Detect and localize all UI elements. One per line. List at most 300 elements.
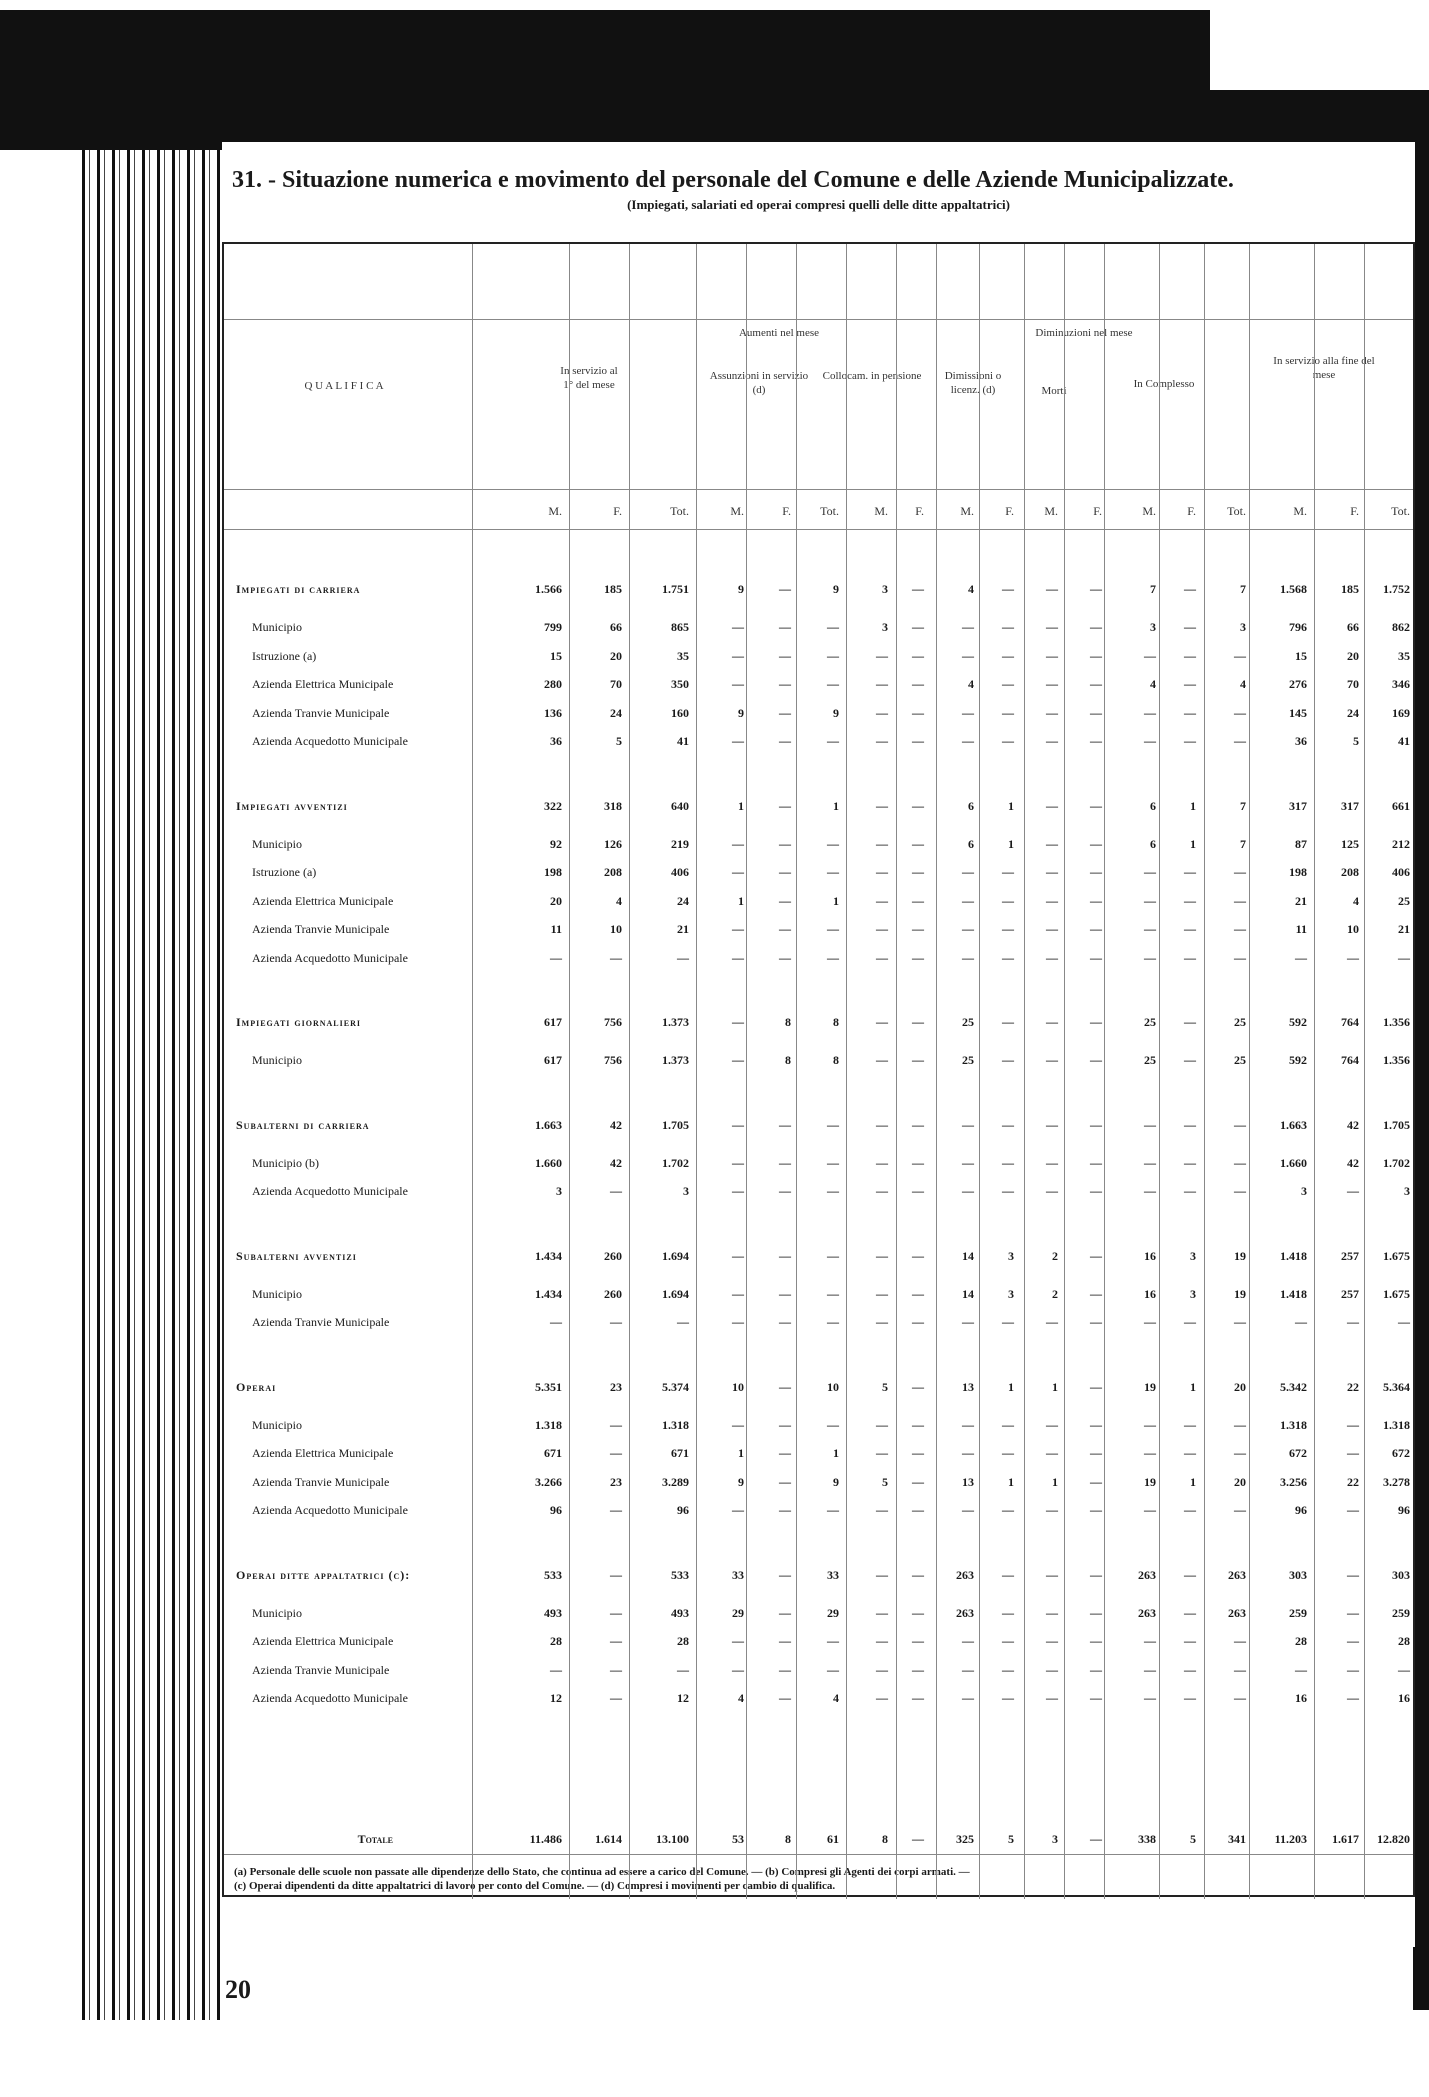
table-cell: — xyxy=(876,922,888,936)
table-row-group xyxy=(224,1110,1413,1140)
table-cell: 1.751 xyxy=(662,582,689,596)
subheader-10: M. xyxy=(1044,504,1058,518)
table-cell: 260 xyxy=(604,1286,622,1301)
table-row xyxy=(224,1176,1413,1206)
table-cell: — xyxy=(1184,1634,1196,1648)
table-cell: 19 xyxy=(1144,1379,1156,1394)
table-cell: — xyxy=(1046,648,1058,663)
table-cell: 5 xyxy=(882,1474,888,1489)
table-cell: — xyxy=(912,1662,924,1677)
header-collocam: Collocam. in pensione xyxy=(822,370,922,382)
table-cell: 5 xyxy=(882,1379,888,1394)
table-cell: 1.568 xyxy=(1280,582,1307,596)
table-cell: 21 xyxy=(1295,893,1307,908)
table-cell: — xyxy=(827,865,839,879)
table-cell: 7 xyxy=(1240,582,1246,596)
table-row xyxy=(224,829,1413,859)
table-cell: — xyxy=(1046,1315,1058,1329)
table-cell: — xyxy=(912,893,924,908)
row-label: Operai ditte appaltatrici (c): xyxy=(236,1567,411,1582)
table-cell: 20 xyxy=(1234,1379,1246,1394)
table-cell: — xyxy=(1184,1053,1196,1067)
table-cell: 7 xyxy=(1150,582,1156,596)
footnote-1: (a) Personale delle scuole non passate alle dipendenze dello Stato, che continua ad essere a carico del Comune. — (b) Compresi gli Agenti dei corpi armati. — xyxy=(234,1866,970,1878)
row-label: Municipio xyxy=(252,1605,302,1620)
table-cell: — xyxy=(1295,1315,1307,1329)
table-cell: — xyxy=(779,1474,791,1489)
total-cell: 11.203 xyxy=(1274,1832,1307,1846)
table-cell: — xyxy=(779,1662,791,1677)
table-cell: — xyxy=(1046,1605,1058,1620)
table-cell: 23 xyxy=(610,1474,622,1489)
table-cell: 6 xyxy=(968,836,974,851)
table-cell: 219 xyxy=(671,836,689,851)
table-cell: — xyxy=(1002,1117,1014,1132)
table-cell: — xyxy=(1046,1503,1058,1517)
total-cell: 53 xyxy=(732,1832,744,1846)
table-cell: — xyxy=(827,922,839,936)
table-cell: — xyxy=(732,1155,744,1170)
table-cell: 2 xyxy=(1052,1286,1058,1301)
table-cell: — xyxy=(876,1315,888,1329)
table-cell: — xyxy=(732,1015,744,1029)
row-label: Municipio xyxy=(252,1286,302,1301)
table-cell: — xyxy=(1234,1184,1246,1198)
table-cell: 5.342 xyxy=(1280,1379,1307,1394)
table-cell: — xyxy=(732,1117,744,1132)
column-rule xyxy=(896,244,897,1899)
table-cell: — xyxy=(1002,1605,1014,1620)
table-cell: — xyxy=(1002,1015,1014,1029)
table-cell: 25 xyxy=(1234,1015,1246,1029)
table-cell: — xyxy=(962,648,974,663)
table-cell: — xyxy=(1002,1567,1014,1582)
table-cell: — xyxy=(912,648,924,663)
table-row xyxy=(224,1279,1413,1309)
table-cell: — xyxy=(779,836,791,851)
table-cell: — xyxy=(779,893,791,908)
table-cell: 14 xyxy=(962,1248,974,1263)
table-cell: 125 xyxy=(1341,836,1359,851)
table-cell: — xyxy=(1046,1117,1058,1132)
table-cell: 796 xyxy=(1289,620,1307,634)
table-cell: — xyxy=(1046,1417,1058,1432)
table-cell: — xyxy=(779,677,791,691)
table-cell: 25 xyxy=(1234,1053,1246,1067)
table-cell: 280 xyxy=(544,677,562,691)
table-cell: — xyxy=(1046,1634,1058,1648)
table-row xyxy=(224,1626,1413,1656)
table-cell: 208 xyxy=(1341,865,1359,879)
table-cell: 4 xyxy=(833,1691,839,1705)
table-cell: 41 xyxy=(1398,734,1410,748)
table-cell: 208 xyxy=(604,865,622,879)
row-rule xyxy=(224,489,1413,490)
table-cell: — xyxy=(677,950,689,965)
table-cell: — xyxy=(610,1417,622,1432)
table-cell: — xyxy=(779,1286,791,1301)
table-cell: 1.702 xyxy=(662,1155,689,1170)
column-rule xyxy=(629,244,630,1899)
table-cell: — xyxy=(912,705,924,720)
table-cell: — xyxy=(1184,1691,1196,1705)
table-cell: — xyxy=(1090,1446,1102,1460)
table-cell: — xyxy=(1144,922,1156,936)
table-cell: — xyxy=(1144,705,1156,720)
table-cell: 1 xyxy=(1190,1474,1196,1489)
table-cell: — xyxy=(779,1634,791,1648)
table-cell: — xyxy=(1090,1315,1102,1329)
table-cell: 8 xyxy=(833,1015,839,1029)
table-cell: — xyxy=(876,1417,888,1432)
table-cell: 9 xyxy=(738,705,744,720)
table-cell: 1.675 xyxy=(1383,1248,1410,1263)
table-cell: 96 xyxy=(1295,1503,1307,1517)
table-row xyxy=(224,1410,1413,1440)
table-cell: 672 xyxy=(1289,1446,1307,1460)
table-cell: 1.318 xyxy=(535,1417,562,1432)
table-cell: 24 xyxy=(610,705,622,720)
table-cell: — xyxy=(876,1184,888,1198)
row-label: Impiegati di carriera xyxy=(236,582,361,596)
total-cell: 61 xyxy=(827,1832,839,1846)
table-cell: 70 xyxy=(1347,677,1359,691)
table-cell: — xyxy=(912,1015,924,1029)
table-cell: 672 xyxy=(1392,1446,1410,1460)
table-cell: 3 xyxy=(1240,620,1246,634)
table-cell: — xyxy=(1234,1155,1246,1170)
table-cell: 1 xyxy=(1190,798,1196,813)
table-cell: — xyxy=(677,1662,689,1677)
table-cell: 145 xyxy=(1289,705,1307,720)
table-cell: — xyxy=(827,1417,839,1432)
table-cell: — xyxy=(1144,1155,1156,1170)
table-cell: — xyxy=(1184,1184,1196,1198)
table-row xyxy=(224,1467,1413,1497)
table-cell: 1.705 xyxy=(1383,1117,1410,1132)
table-cell: — xyxy=(1090,836,1102,851)
document-page xyxy=(222,142,1415,1947)
header-aumenti: Aumenti nel mese xyxy=(738,327,820,339)
table-cell: — xyxy=(1347,950,1359,965)
table-cell: — xyxy=(779,1691,791,1705)
table-cell: — xyxy=(779,1155,791,1170)
table-cell: 3 xyxy=(882,620,888,634)
table-cell: 9 xyxy=(833,1474,839,1489)
table-cell: 4 xyxy=(968,677,974,691)
book-right-edge xyxy=(1413,140,1429,2010)
table-cell: 533 xyxy=(671,1567,689,1582)
table-cell: — xyxy=(779,798,791,813)
table-cell: — xyxy=(550,1315,562,1329)
table-cell: — xyxy=(1090,1634,1102,1648)
table-cell: 303 xyxy=(1392,1567,1410,1582)
table-cell: — xyxy=(1234,922,1246,936)
table-cell: 25 xyxy=(1144,1053,1156,1067)
table-cell: — xyxy=(827,1184,839,1198)
table-cell: — xyxy=(1295,950,1307,965)
table-cell: — xyxy=(1002,1503,1014,1517)
table-cell: — xyxy=(1295,1662,1307,1677)
table-cell: — xyxy=(732,620,744,634)
table-cell: — xyxy=(1144,1446,1156,1460)
table-row-group xyxy=(224,1560,1413,1590)
table-cell: — xyxy=(1090,648,1102,663)
table-row-group xyxy=(224,1241,1413,1271)
table-cell: — xyxy=(1184,582,1196,596)
table-cell: 3.289 xyxy=(662,1474,689,1489)
table-cell: — xyxy=(1046,582,1058,596)
table-cell: 1.663 xyxy=(535,1117,562,1132)
table-cell: — xyxy=(912,1117,924,1132)
table-cell: 1.694 xyxy=(662,1286,689,1301)
table-cell: — xyxy=(1234,950,1246,965)
subheader-2: Tot. xyxy=(670,504,689,518)
table-cell: 198 xyxy=(1289,865,1307,879)
table-cell: — xyxy=(732,950,744,965)
table-cell: — xyxy=(827,1248,839,1263)
table-cell: — xyxy=(610,1184,622,1198)
total-cell: 8 xyxy=(882,1832,888,1846)
table-cell: — xyxy=(827,1503,839,1517)
personnel-table xyxy=(222,242,1415,1897)
table-cell: 259 xyxy=(1289,1605,1307,1620)
table-cell: — xyxy=(610,1662,622,1677)
scan-left-margin xyxy=(0,150,80,2020)
table-cell: — xyxy=(1046,836,1058,851)
table-cell: 3 xyxy=(1404,1184,1410,1198)
table-cell: — xyxy=(876,648,888,663)
table-cell: — xyxy=(779,1567,791,1582)
table-cell: — xyxy=(1234,893,1246,908)
table-cell: 756 xyxy=(604,1015,622,1029)
column-rule xyxy=(472,244,473,1899)
table-cell: — xyxy=(1144,1503,1156,1517)
table-cell: — xyxy=(827,648,839,663)
table-cell: 865 xyxy=(671,620,689,634)
table-cell: — xyxy=(912,1053,924,1067)
table-cell: — xyxy=(1046,620,1058,634)
total-cell: 5 xyxy=(1008,1832,1014,1846)
row-label: Azienda Tranvie Municipale xyxy=(252,1474,390,1489)
table-cell: 5 xyxy=(616,734,622,748)
column-rule xyxy=(979,244,980,1899)
table-cell: — xyxy=(962,1117,974,1132)
table-cell: — xyxy=(962,1634,974,1648)
column-rule xyxy=(569,244,570,1899)
table-cell: 22 xyxy=(1347,1474,1359,1489)
table-cell: — xyxy=(1090,1474,1102,1489)
table-cell: — xyxy=(1046,1446,1058,1460)
table-cell: 493 xyxy=(671,1605,689,1620)
table-cell: 617 xyxy=(544,1053,562,1067)
table-cell: 1.434 xyxy=(535,1248,562,1263)
table-cell: — xyxy=(610,1503,622,1517)
table-row xyxy=(224,1045,1413,1075)
table-cell: 303 xyxy=(1289,1567,1307,1582)
table-cell: — xyxy=(912,582,924,596)
table-cell: — xyxy=(779,1503,791,1517)
table-cell: — xyxy=(876,734,888,748)
table-cell: 3 xyxy=(1190,1248,1196,1263)
table-cell: — xyxy=(1090,1248,1102,1263)
table-cell: — xyxy=(912,836,924,851)
table-cell: — xyxy=(732,648,744,663)
table-cell: 42 xyxy=(610,1155,622,1170)
table-cell: — xyxy=(1090,1015,1102,1029)
table-cell: — xyxy=(1398,1315,1410,1329)
table-cell: 3 xyxy=(556,1184,562,1198)
total-cell: 341 xyxy=(1228,1832,1246,1846)
table-cell: — xyxy=(827,950,839,965)
table-cell: 8 xyxy=(785,1053,791,1067)
table-cell: 263 xyxy=(956,1567,974,1582)
table-row xyxy=(224,641,1413,671)
table-cell: 10 xyxy=(827,1379,839,1394)
header-assunzioni: Assunzioni in servizio (d) xyxy=(709,370,809,396)
row-label: Azienda Tranvie Municipale xyxy=(252,705,390,720)
table-cell: 1 xyxy=(1052,1474,1058,1489)
subheader-0: M. xyxy=(548,504,562,518)
column-rule xyxy=(1024,244,1025,1899)
table-cell: 3 xyxy=(1301,1184,1307,1198)
table-cell: 317 xyxy=(1341,798,1359,813)
table-cell: — xyxy=(962,950,974,965)
table-cell: — xyxy=(779,1446,791,1460)
header-dimissioni: Dimissioni o licenz. (d) xyxy=(944,370,1002,396)
table-cell: — xyxy=(827,1662,839,1677)
table-cell: — xyxy=(779,1417,791,1432)
table-row xyxy=(224,857,1413,887)
table-cell: 42 xyxy=(1347,1117,1359,1132)
table-cell: — xyxy=(610,1605,622,1620)
table-cell: 1 xyxy=(1052,1379,1058,1394)
total-cell: 5 xyxy=(1190,1832,1196,1846)
table-row xyxy=(224,1598,1413,1628)
table-cell: — xyxy=(1002,1053,1014,1067)
table-cell: 14 xyxy=(962,1286,974,1301)
table-cell: 276 xyxy=(1289,677,1307,691)
table-cell: 212 xyxy=(1392,836,1410,851)
table-cell: — xyxy=(550,1662,562,1677)
total-cell: 1.617 xyxy=(1332,1832,1359,1846)
table-cell: — xyxy=(1234,1662,1246,1677)
table-cell: — xyxy=(1184,950,1196,965)
table-cell: 12 xyxy=(677,1691,689,1705)
table-cell: — xyxy=(1184,1503,1196,1517)
subheader-12: M. xyxy=(1142,504,1156,518)
table-cell: 11 xyxy=(1295,922,1307,936)
table-cell: 3.256 xyxy=(1280,1474,1307,1489)
table-cell: — xyxy=(1090,677,1102,691)
table-cell: — xyxy=(912,1567,924,1582)
table-cell: 16 xyxy=(1144,1286,1156,1301)
table-cell: 1.418 xyxy=(1280,1248,1307,1263)
table-cell: 20 xyxy=(1347,648,1359,663)
table-cell: — xyxy=(912,865,924,879)
table-cell: — xyxy=(779,950,791,965)
table-cell: 617 xyxy=(544,1015,562,1029)
table-cell: — xyxy=(876,950,888,965)
column-rule xyxy=(746,244,747,1899)
table-cell: 1 xyxy=(738,1446,744,1460)
table-cell: 6 xyxy=(968,798,974,813)
table-cell: 1 xyxy=(1190,836,1196,851)
table-cell: — xyxy=(1002,1417,1014,1432)
table-cell: — xyxy=(1090,798,1102,813)
table-cell: — xyxy=(1090,1567,1102,1582)
column-rule xyxy=(796,244,797,1899)
table-cell: 96 xyxy=(677,1503,689,1517)
row-label: Azienda Tranvie Municipale xyxy=(252,1662,390,1677)
table-cell: — xyxy=(962,1155,974,1170)
table-cell: — xyxy=(827,620,839,634)
table-cell: — xyxy=(876,1446,888,1460)
table-cell: — xyxy=(550,950,562,965)
table-cell: — xyxy=(876,1691,888,1705)
row-label: Azienda Tranvie Municipale xyxy=(252,1315,390,1329)
row-label: Azienda Tranvie Municipale xyxy=(252,922,390,936)
table-cell: — xyxy=(912,1286,924,1301)
table-cell: — xyxy=(1090,950,1102,965)
table-cell: 764 xyxy=(1341,1053,1359,1067)
table-cell: — xyxy=(1090,620,1102,634)
table-cell: — xyxy=(1090,1053,1102,1067)
table-cell: 671 xyxy=(671,1446,689,1460)
table-cell: 5.374 xyxy=(662,1379,689,1394)
table-cell: — xyxy=(1144,1634,1156,1648)
table-cell: 13 xyxy=(962,1379,974,1394)
table-cell: — xyxy=(912,1605,924,1620)
table-cell: 20 xyxy=(1234,1474,1246,1489)
table-cell: — xyxy=(912,1315,924,1329)
table-cell: 1 xyxy=(1190,1379,1196,1394)
row-rule xyxy=(224,529,1413,530)
subheader-16: F. xyxy=(1350,504,1359,518)
table-cell: — xyxy=(1002,865,1014,879)
table-cell: 3.278 xyxy=(1383,1474,1410,1489)
table-cell: 257 xyxy=(1341,1286,1359,1301)
table-cell: — xyxy=(1090,1379,1102,1394)
table-cell: 4 xyxy=(616,893,622,908)
table-cell: — xyxy=(610,1691,622,1705)
row-label: Azienda Elettrica Municipale xyxy=(252,1446,394,1460)
table-cell: — xyxy=(1046,734,1058,748)
table-cell: — xyxy=(876,705,888,720)
table-cell: — xyxy=(962,1662,974,1677)
table-cell: — xyxy=(876,1662,888,1677)
table-cell: — xyxy=(1090,922,1102,936)
table-row xyxy=(224,669,1413,699)
table-cell: 4 xyxy=(968,582,974,596)
table-row-group xyxy=(224,574,1413,604)
table-cell: — xyxy=(876,1117,888,1132)
table-cell: 1.694 xyxy=(662,1248,689,1263)
table-cell: 317 xyxy=(1289,798,1307,813)
row-label: Impiegati avventizi xyxy=(236,798,348,813)
column-rule xyxy=(1364,244,1365,1899)
table-cell: — xyxy=(1046,922,1058,936)
table-cell: — xyxy=(1002,1662,1014,1677)
table-cell: — xyxy=(912,1446,924,1460)
table-cell: — xyxy=(610,950,622,965)
table-cell: 1.705 xyxy=(662,1117,689,1132)
column-rule xyxy=(846,244,847,1899)
table-cell: 9 xyxy=(738,582,744,596)
table-cell: — xyxy=(912,677,924,691)
table-cell: — xyxy=(1184,1155,1196,1170)
row-label: Azienda Acquedotto Municipale xyxy=(252,1503,408,1517)
